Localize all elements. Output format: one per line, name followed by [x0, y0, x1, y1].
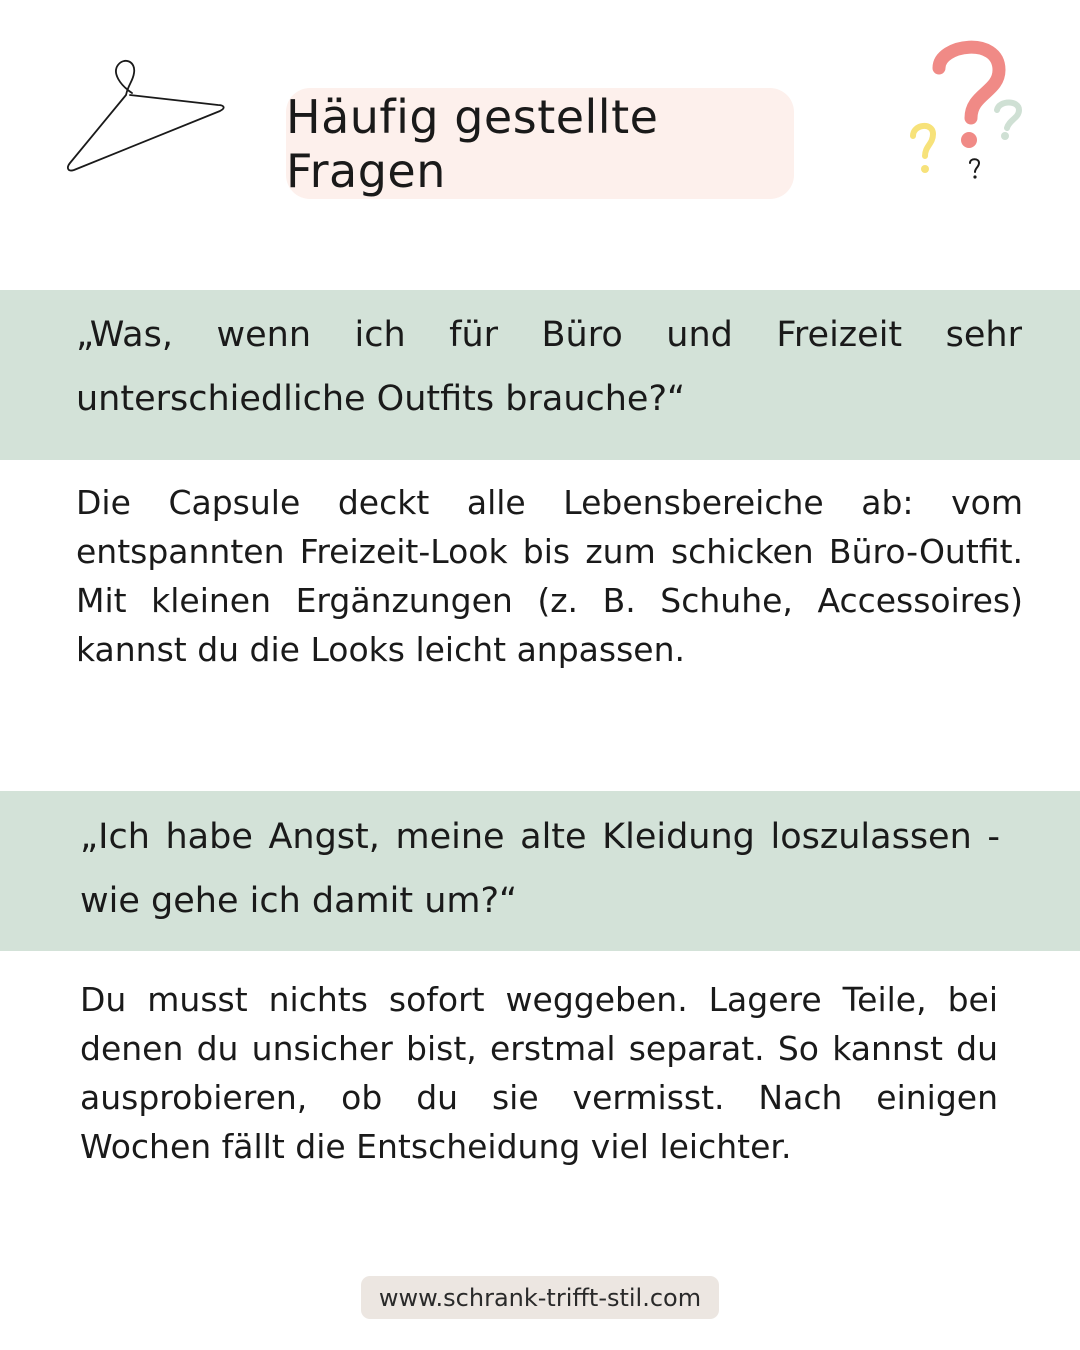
- faq-answer-1: Die Capsule deckt alle Lebensbereiche ab: vom entspannten Freizeit-Look bis zum schicken Büro-Outfit. Mit kleinen Ergänzungen (z. B. Schuhe, Accessoires) kannst du die Looks leicht anpassen.: [76, 483, 1023, 669]
- hanger-icon: [60, 55, 230, 180]
- question-marks-icon: [895, 30, 1045, 190]
- faq-question-2: „Ich habe Angst, meine alte Kleidung loszulassen - wie gehe ich damit um?“: [80, 817, 1000, 921]
- website-link[interactable]: www.schrank-trifft-stil.com: [378, 1283, 702, 1312]
- faq-question-1: „Was, wenn ich für Büro und Freizeit sehr unterschiedliche Outfits brauche?“: [76, 315, 1022, 419]
- faq-question-band-1: [0, 290, 1080, 460]
- faq-question-band-2: [0, 791, 1080, 951]
- faq-answer-2: Du musst nichts sofort weggeben. Lagere Teile, bei denen du unsicher bist, erstmal separat. So kannst du ausprobieren, ob du sie vermisst. Nach einigen Wochen fällt die Entscheidung viel leichter.: [80, 980, 998, 1166]
- title-box: [286, 88, 794, 199]
- website-footer[interactable]: [361, 1276, 719, 1319]
- page-title: Häufig gestellte Fragen: [286, 89, 659, 198]
